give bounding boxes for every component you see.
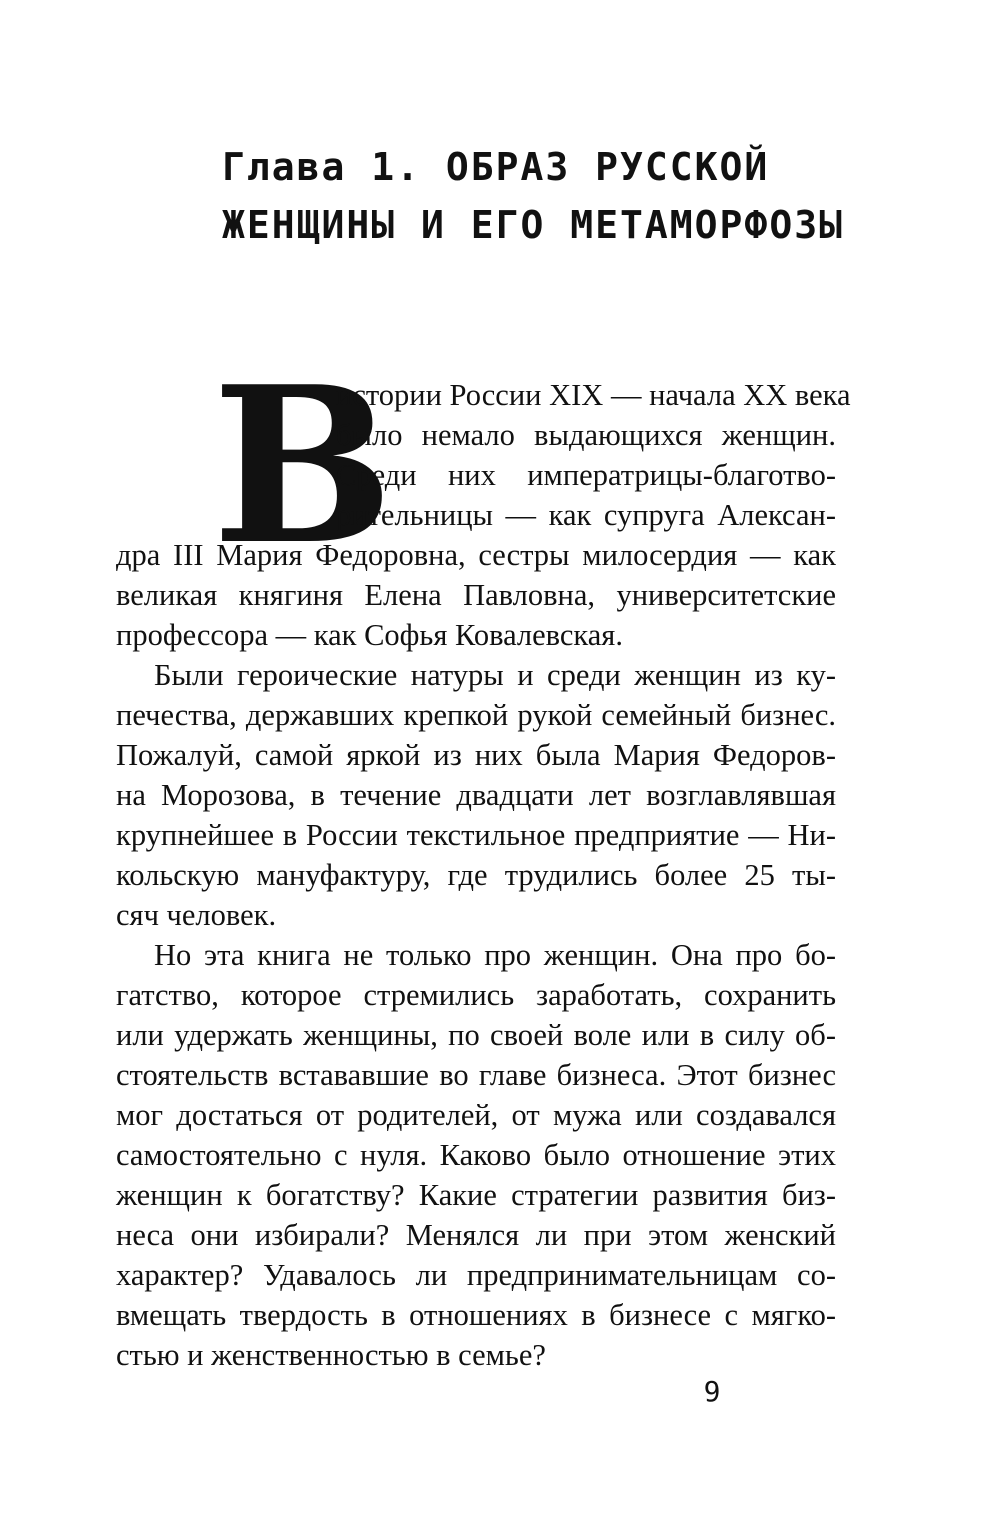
text-line: или удержать женщины, по своей воле или в силу об- bbox=[116, 1018, 836, 1052]
text-line: печества, державших крепкой рукой семейный бизнес. bbox=[116, 698, 836, 732]
chapter-title-line: ЖЕНЩИНЫ И ЕГО МЕТАМОРФОЗЫ bbox=[222, 203, 844, 247]
text-line: рительницы — как супруга Алексан- bbox=[336, 498, 836, 532]
text-line: крупнейшее в России текстильное предприятие — Ни- bbox=[116, 818, 836, 852]
text-line: мог достаться от родителей, от мужа или создавался bbox=[116, 1098, 836, 1132]
text-line: Но эта книга не только про женщин. Она про бо- bbox=[154, 938, 836, 972]
text-line: характер? Удавалось ли предпринимательницам со- bbox=[116, 1258, 836, 1292]
text-line: Пожалуй, самой яркой из них была Мария Федоров- bbox=[116, 738, 836, 772]
text-line: было немало выдающихся женщин. bbox=[336, 418, 836, 452]
text-line: на Морозова, в течение двадцати лет возглавлявшая bbox=[116, 778, 836, 812]
chapter-title-line: Глава 1. ОБРАЗ РУССКОЙ bbox=[222, 145, 770, 189]
text-line: кольскую мануфактуру, где трудились более 25 ты- bbox=[116, 858, 836, 892]
text-line: стью и женственностью в семье? bbox=[116, 1338, 546, 1372]
text-line: неса они избирали? Менялся ли при этом женский bbox=[116, 1218, 836, 1252]
text-line: Были героические натуры и среди женщин из ку- bbox=[154, 658, 836, 692]
page-number: 9 bbox=[703, 1375, 721, 1408]
text-line: гатство, которое стремились заработать, сохранить bbox=[116, 978, 836, 1012]
text-line: истории России XIX — начала XX века bbox=[336, 378, 851, 412]
text-line: Среди них императрицы-благотво- bbox=[336, 458, 836, 492]
text-line: дра III Мария Федоровна, сестры милосердия — как bbox=[116, 538, 836, 572]
body-text bbox=[116, 535, 836, 1375]
text-line: стоятельств встававшие во главе бизнеса. Этот бизнес bbox=[116, 1058, 836, 1092]
text-line: женщин к богатству? Какие стратегии развития биз- bbox=[116, 1178, 836, 1212]
text-line: сяч человек. bbox=[116, 898, 277, 932]
paragraph-1-beside-cap bbox=[336, 375, 851, 535]
text-line: вмещать твердость в отношениях в бизнесе с мягко- bbox=[116, 1298, 836, 1332]
text-line: профессора — как Софья Ковалевская. bbox=[116, 618, 623, 652]
chapter-title bbox=[222, 138, 844, 254]
text-line: самостоятельно с нуля. Каково было отношение этих bbox=[116, 1138, 836, 1172]
drop-cap: В bbox=[212, 339, 394, 592]
text-line: великая княгиня Елена Павловна, университетские bbox=[116, 578, 836, 612]
